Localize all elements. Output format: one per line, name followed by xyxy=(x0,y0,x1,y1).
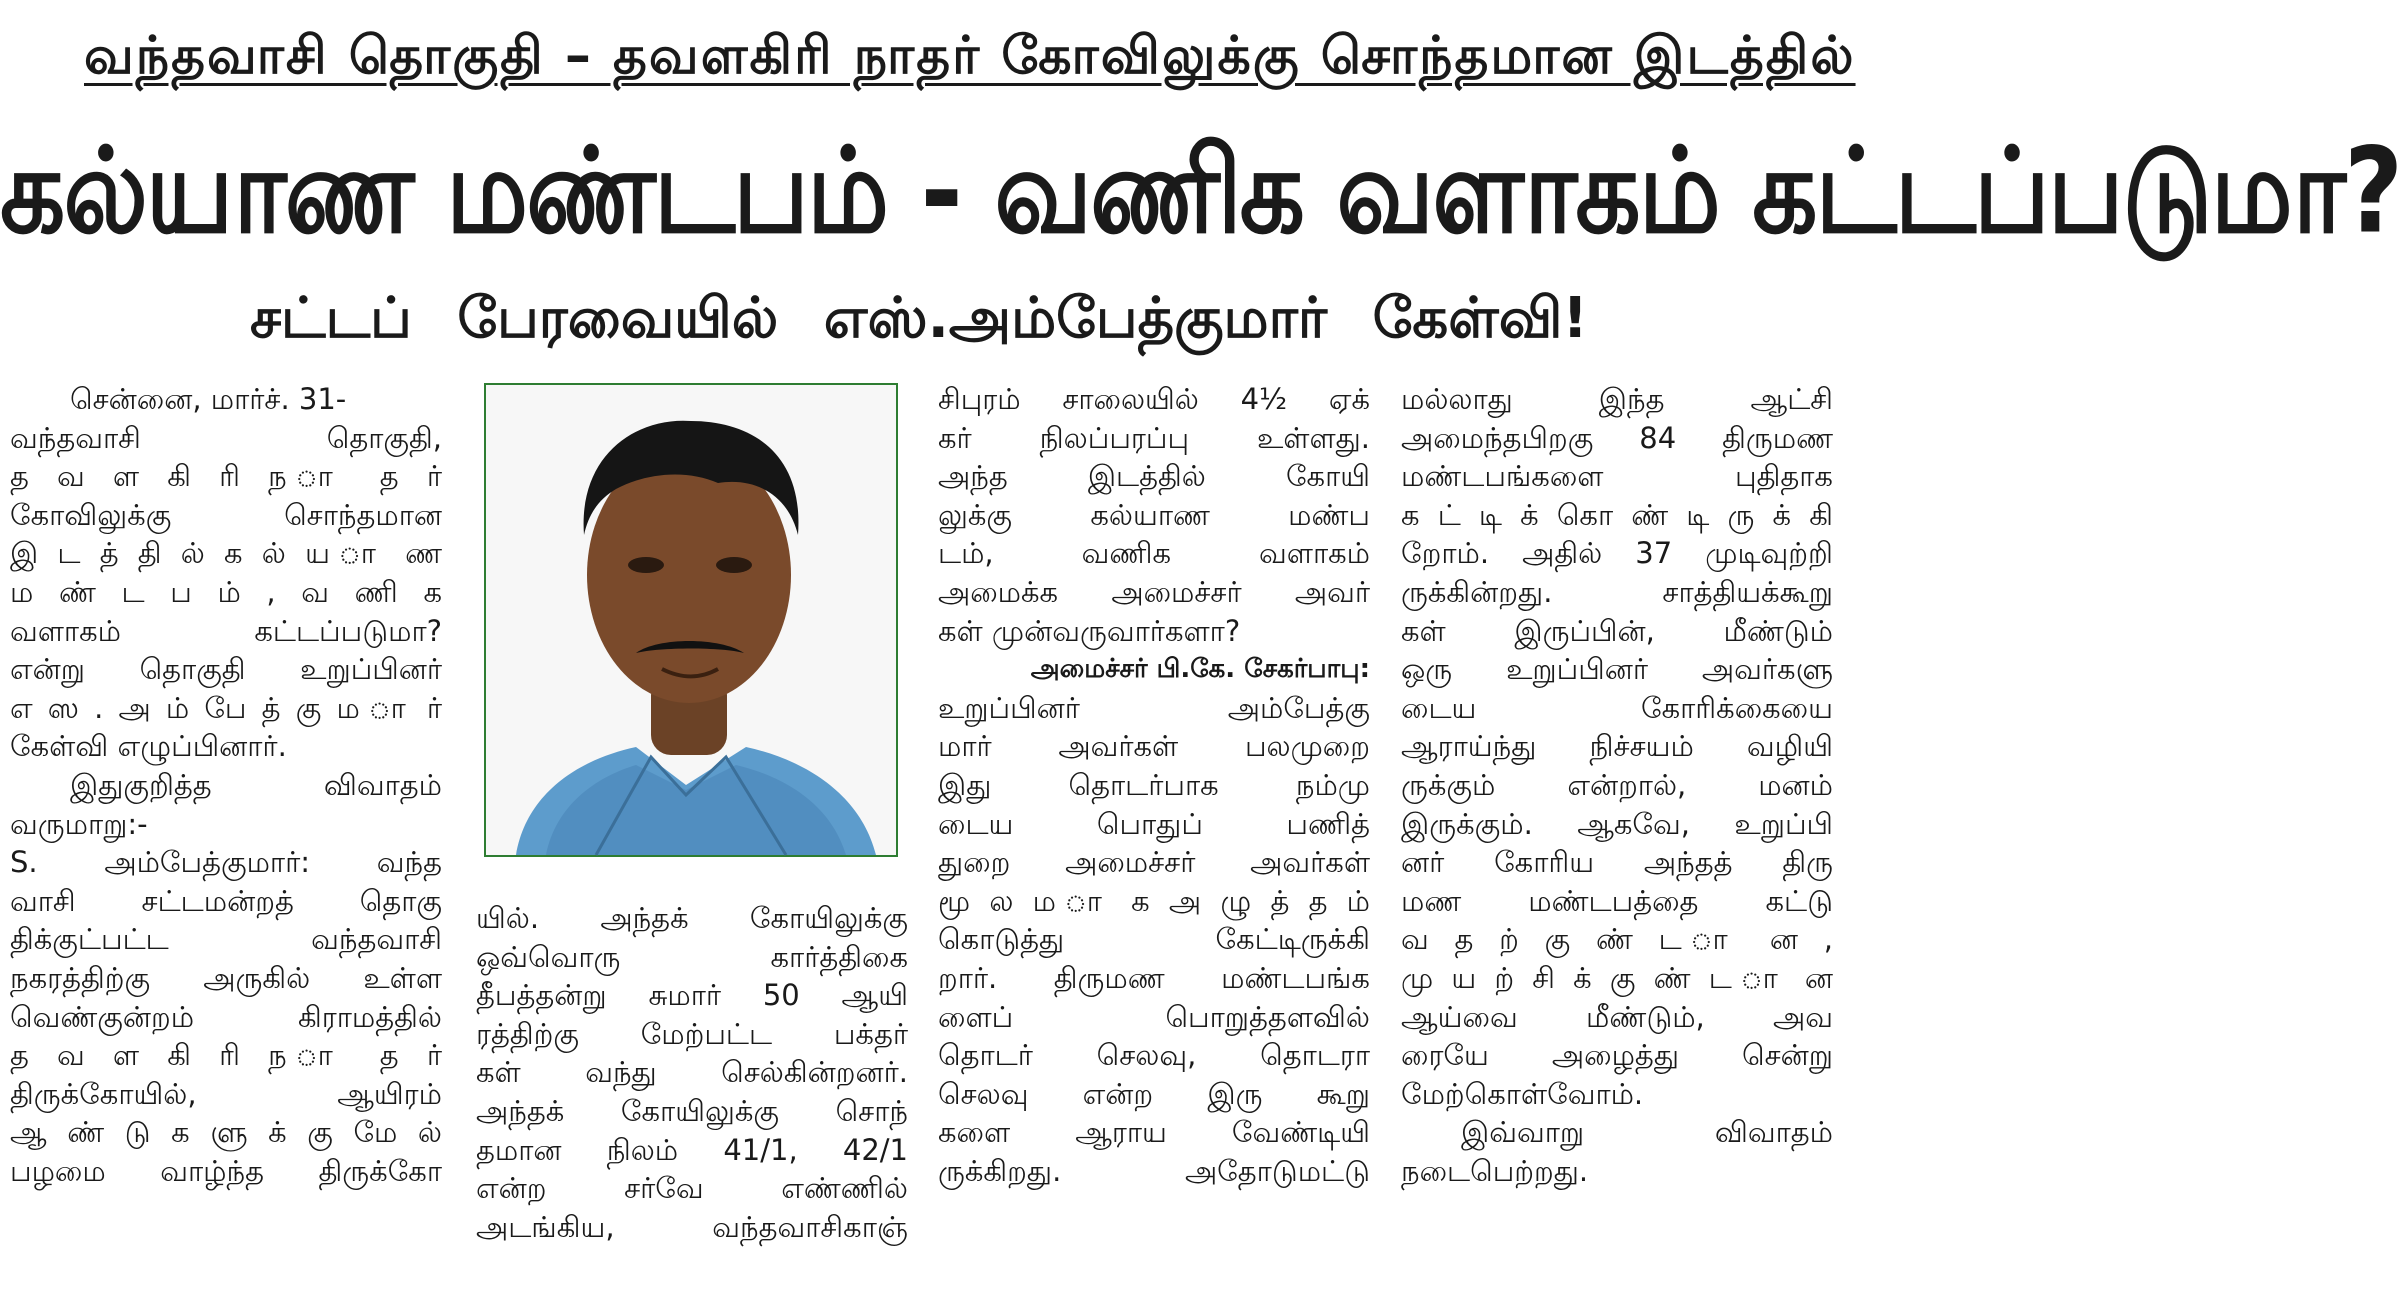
person-portrait-icon xyxy=(486,385,896,855)
article-text-line: பழமை வாழ்ந்த திருக்கோ xyxy=(10,1153,442,1188)
article-text-line: மண்டபங்களை புதிதாக xyxy=(1401,459,1833,494)
article-text-line: ம ண் ட ப ம் , வ ணி க xyxy=(10,574,442,609)
article-text-line: வளாகம் கட்டப்படுமா? xyxy=(10,613,442,648)
article-column-1 xyxy=(10,380,442,1190)
article-text-line: ருக்கும் என்றால், மனம் xyxy=(1401,767,1833,802)
article-text-line: உறுப்பினர் அம்பேத்கு xyxy=(938,690,1370,725)
article-text-line: றார். திருமண மண்டபங்க xyxy=(938,960,1370,995)
article-text-line: டைய பொதுப் பணித் xyxy=(938,806,1370,841)
article-text-line: அமைச்சர் பி.கே. சேகர்பாபு: xyxy=(1030,654,1370,685)
article-text-line: இருக்கும். ஆகவே, உறுப்பி xyxy=(1401,806,1833,841)
article-text-line: ஆ ண் டு க ளு க் கு மே ல் xyxy=(10,1115,442,1150)
article-text-line: ரத்திற்கு மேற்பட்ட பக்தர் xyxy=(476,1016,908,1051)
article-text-line: கோவிலுக்கு சொந்தமான xyxy=(10,497,442,532)
article-text-line: ருக்கிறது. அதோடுமட்டு xyxy=(938,1153,1370,1188)
article-text-line: அந்த இடத்தில் கோயி xyxy=(938,459,1370,494)
article-text-line: துறை அமைச்சர் அவர்கள் xyxy=(938,845,1370,880)
article-text-line: இவ்வாறு விவாதம் xyxy=(1461,1115,1833,1150)
article-text-line: மு ய ற் சி க் கு ண் ட ா ன xyxy=(1401,960,1833,995)
article-text-line: ரையே அழைத்து சென்று xyxy=(1401,1038,1833,1073)
article-column-3 xyxy=(938,380,1370,1190)
article-text-line: த வ ள கி ரி ந ா த ர் xyxy=(10,459,442,494)
article-text-line: ஒவ்வொரு கார்த்திகை xyxy=(476,939,908,974)
article-text-line: நடைபெற்றது. xyxy=(1401,1153,1589,1188)
article-text-line: கள் இருப்பின், மீண்டும் xyxy=(1401,613,1833,648)
article-text-line: மல்லாது இந்த ஆட்சி xyxy=(1401,382,1833,416)
article-text-line: மண மண்டபத்தை கட்டு xyxy=(1401,883,1833,918)
article-text-line: அமைந்தபிறகு 84 திருமண xyxy=(1401,420,1833,455)
article-column-2 xyxy=(476,899,908,1246)
article-text-line: ருக்கின்றது. சாத்தியக்கூறு xyxy=(1401,574,1833,609)
article-text-line: வருமாறு:- xyxy=(10,806,148,841)
article-text-line: சிபுரம் சாலையில் 4½ ஏக் xyxy=(938,382,1370,416)
article-text-line: யில். அந்தக் கோயிலுக்கு xyxy=(476,901,908,935)
article-text-line: மூ ல ம ா க அ ழு த் த ம் xyxy=(938,883,1371,918)
article-text-line: நகரத்திற்கு அருகில் உள்ள xyxy=(10,960,442,995)
article-text-line: செலவு என்ற இரு கூறு xyxy=(938,1076,1370,1111)
article-text-line: னர் கோரிய அந்தத் திரு xyxy=(1401,845,1833,880)
article-text-line: வ த ற் கு ண் ட ா ன , xyxy=(1401,922,1833,957)
article-text-line: இது தொடர்பாக நம்மு xyxy=(938,767,1370,802)
article-text-line: என்று தொகுதி உறுப்பினர் xyxy=(10,652,442,687)
article-text-line: வெண்குன்றம் கிராமத்தில் xyxy=(10,999,442,1034)
article-text-line: திருக்கோயில், ஆயிரம் xyxy=(10,1076,442,1111)
article-text-line: ஆராய்ந்து நிச்சயம் வழியி xyxy=(1401,729,1833,764)
article-text-line: டைய கோரிக்கையை xyxy=(1401,690,1833,725)
article-text-line: லுக்கு கல்யாண மண்ப xyxy=(938,497,1370,532)
article-text-line: த வ ள கி ரி ந ா த ர் xyxy=(10,1038,442,1073)
reporter-photo xyxy=(484,383,898,857)
article-text-line: இதுகுறித்த விவாதம் xyxy=(70,767,442,802)
article-text-line: S. அம்பேத்குமார்: வந்த xyxy=(10,845,442,880)
article-subhead: சட்டப் பேரவையில் எஸ்.அம்பேத்குமார் கேள்வி! xyxy=(250,286,1588,351)
article-text-line: மார் அவர்கள் பலமுறை xyxy=(938,729,1370,764)
article-text-line: மேற்கொள்வோம். xyxy=(1401,1076,1644,1111)
article-text-line: களை ஆராய வேண்டியி xyxy=(938,1115,1370,1150)
article-text-line: ஒரு உறுப்பினர் அவர்களு xyxy=(1401,652,1833,687)
article-text-line: றோம். அதில் 37 முடிவுற்றி xyxy=(1401,536,1833,571)
article-text-line: அடங்கிய, வந்தவாசிகாஞ் xyxy=(476,1209,908,1244)
article-text-line: கள் முன்வருவார்களா? xyxy=(938,613,1241,648)
article-text-line: தமான நிலம் 41/1, 42/1 xyxy=(476,1132,908,1167)
article-text-line: என்ற சர்வே எண்ணில் xyxy=(476,1171,908,1206)
article-text-line: அமைக்க அமைச்சர் அவர் xyxy=(938,574,1370,609)
article-text-line: ஆய்வை மீண்டும், அவ xyxy=(1401,999,1833,1034)
article-text-line: அந்தக் கோயிலுக்கு சொந் xyxy=(476,1093,908,1128)
article-text-line: ளைப் பொறுத்தளவில் xyxy=(938,999,1370,1034)
article-text-line: கொடுத்து கேட்டிருக்கி xyxy=(938,922,1370,957)
article-kicker: வந்தவாசி தொகுதி – தவளகிரி நாதர் கோவிலுக்கு சொந்தமான இடத்தில் xyxy=(84,26,1856,86)
article-text-line: தொடர் செலவு, தொடரா xyxy=(938,1038,1370,1073)
article-text-line: கர் நிலப்பரப்பு உள்ளது. xyxy=(938,420,1370,455)
article-text-line: எ ஸ . அ ம் பே த் கு ம ா ர் xyxy=(10,690,442,725)
article-text-line: கேள்வி எழுப்பினார். xyxy=(10,729,287,764)
article-text-line: வாசி சட்டமன்றத் தொகு xyxy=(10,883,442,918)
article-text-line: இ ட த் தி ல் க ல் ய ா ண xyxy=(10,536,442,571)
article-text-line: சென்னை, மார்ச். 31- xyxy=(70,382,347,416)
article-column-4 xyxy=(1401,380,1833,1190)
article-text-line: திக்குட்பட்ட வந்தவாசி xyxy=(10,922,442,957)
article-headline: கல்யாண மண்டபம் - வணிக வளாகம் கட்டப்படுமா? xyxy=(0,123,2401,261)
article-text-line: டம், வணிக வளாகம் xyxy=(938,536,1370,571)
article-text-line: தீபத்தன்று சுமார் 50 ஆயி xyxy=(476,978,908,1013)
article-text-line: வந்தவாசி தொகுதி, xyxy=(10,420,442,455)
article-text-line: க ட் டி க் கொ ண் டி ரு க் கி xyxy=(1401,497,1833,532)
article-text-line: கள் வந்து செல்கின்றனர். xyxy=(476,1055,908,1090)
